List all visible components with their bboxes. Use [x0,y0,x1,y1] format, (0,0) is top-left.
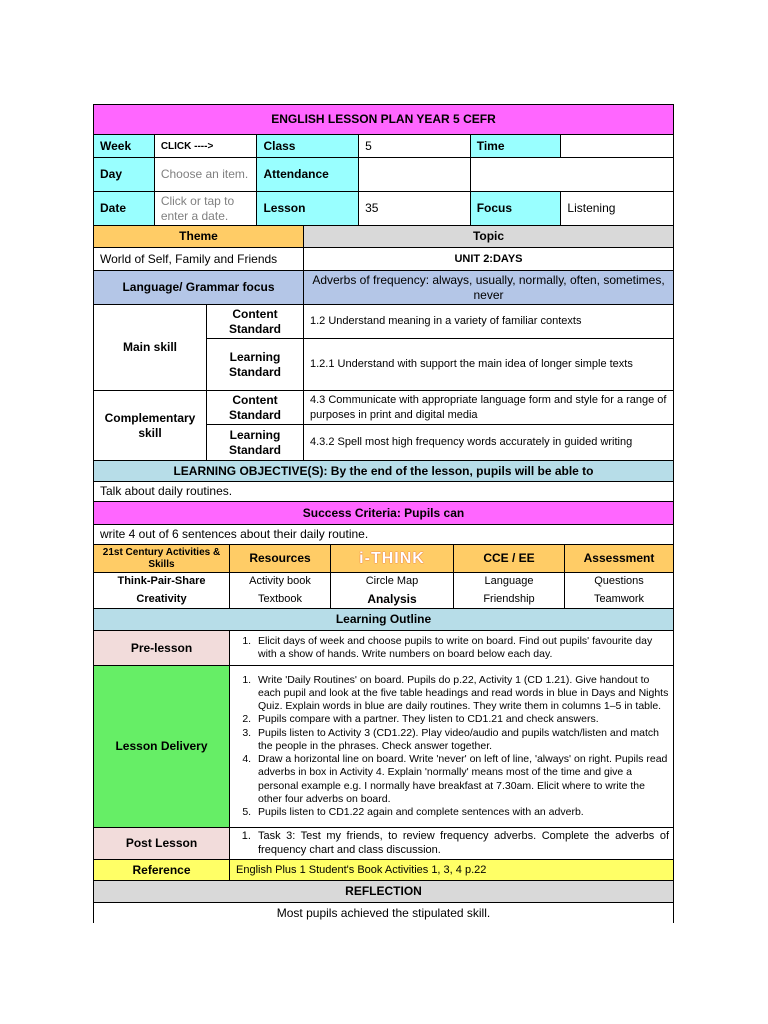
assessment-1: Questions [594,575,644,587]
ithink-logo: i-THINK [359,550,425,567]
pre-lesson-row [93,631,674,666]
time-label: Time [471,135,562,157]
resource-2: Textbook [257,593,303,605]
outline-label: Learning Outline [335,612,432,626]
post-lesson-row [93,828,674,860]
success-header-row [93,502,674,525]
reflection-label: REFLECTION [345,884,422,898]
date-label: Date [94,192,155,225]
day-label: Day [94,158,155,191]
resource-1: Activity book [249,575,311,587]
date-picker[interactable]: Click or tap to enter a date. [155,192,258,225]
lesson-delivery-row [93,666,674,828]
lesson-plan-title: ENGLISH LESSON PLAN YEAR 5 CEFR [271,112,496,126]
theme-label: Theme [94,226,304,247]
pre-lesson-label: Pre-lesson [94,631,230,665]
activities-cell [94,573,230,608]
attendance-label: Attendance [257,158,359,191]
day-select[interactable]: Choose an item. [155,158,258,191]
ithink-skill: Analysis [367,592,417,606]
pre-lesson-steps [232,635,669,661]
lesson-label: Lesson [257,192,359,225]
topic-label: Topic [304,226,673,247]
class-value[interactable]: 5 [359,135,471,157]
activity-1: Think-Pair-Share [117,575,206,587]
activities-header: 21st Century Activities & Skills [94,545,230,572]
activity-2: Creativity [136,593,187,605]
comp-learning-standard-label: Learning Standard [207,425,304,460]
resources-cell [230,573,331,608]
success-value: write 4 out of 6 sentences about their daily routine. [100,527,369,541]
assessment-header: Assessment [583,551,655,565]
delivery-step-1: 1. Write 'Daily Routines' on board. Pupils do p.22, Activity 1 (CD 1.21). Give handout to each pupil and look at the five table headings and read words in blue in Days and Nights Quiz. Explain words in blue are daily routines. They write them in columns 1–5 in table. [254,674,669,714]
time-value[interactable] [561,135,673,157]
post-lesson-steps [232,830,669,856]
ithink-cell [331,573,454,608]
ithink-map: Circle Map [365,575,419,587]
objective-value: Talk about daily routines. [100,484,233,498]
outline-header-row [93,609,674,631]
objective-header-row [93,461,674,482]
main-content-standard-value: 1.2 Understand meaning in a variety of familiar contexts [310,315,582,327]
comp-learning-standard-value: 4.3.2 Spell most high frequency words accurately in guided writing [310,436,633,448]
theme-value: World of Self, Family and Friends [94,248,304,270]
comp-content-standard-value: 4.3 Communicate with appropriate language form and style for a range of purposes in print and digital media [310,393,667,421]
attendance-value[interactable] [359,158,471,191]
day-row [93,158,674,192]
attendance-extra [471,158,673,191]
grammar-label: Language/ Grammar focus [94,271,304,304]
theme-topic-header [93,226,674,248]
success-value-row [93,525,674,545]
ithink-header [331,545,454,572]
lesson-delivery-label: Lesson Delivery [94,666,230,827]
resources-values-row [93,573,674,609]
cce-2: Friendship [483,593,535,605]
theme-topic-values [93,248,674,271]
main-content-standard-label: Content Standard [207,305,304,338]
comp-skill-row [93,391,674,461]
assessment-2: Teamwork [593,593,645,605]
main-learning-standard-label: Learning Standard [207,339,304,390]
reflection-value-row [93,903,674,923]
cce-header: CCE / EE [454,545,565,572]
objective-label: LEARNING OBJECTIVE(S): By the end of the lesson, pupils will be able to [173,463,594,478]
main-skill-row [93,305,674,391]
success-label: Success Criteria: Pupils can [302,505,465,520]
delivery-step-5: 5. Pupils listen to CD1.22 again and complete sentences with an adverb. [254,806,669,819]
objective-value-row [93,482,674,502]
week-label: Week [94,135,155,157]
delivery-step-2: 2. Pupils compare with a partner. They listen to CD1.21 and check answers. [254,713,669,726]
comp-skill-label: Complementary skill [94,391,207,460]
resources-header-row [93,545,674,573]
week-value[interactable]: CLICK ----> [155,135,258,157]
post-lesson-step: 1. Task 3: Test my friends, to review frequency adverbs. Complete the adverbs of frequency chart and class discussion. [254,830,669,856]
grammar-row [93,271,674,305]
lesson-plan-document [93,104,674,923]
date-row [93,192,674,226]
reflection-value: Most pupils achieved the stipulated skill. [276,905,491,920]
week-row [93,135,674,158]
cce-cell [454,573,565,608]
grammar-value: Adverbs of frequency: always, usually, normally, often, sometimes, never [312,272,665,302]
delivery-step-3: 3. Pupils listen to Activity 3 (CD1.22). Play video/audio and pupils watch/listen and match the people in the phrases. Check answer together. [254,727,669,753]
title-row [93,104,674,135]
lesson-value[interactable]: 35 [359,192,471,225]
topic-value: UNIT 2:DAYS [454,252,523,265]
main-skill-label: Main skill [94,305,207,390]
reference-label: Reference [94,860,230,880]
comp-content-standard-label: Content Standard [207,391,304,424]
class-label: Class [257,135,359,157]
pre-lesson-step: 1. Elicit days of week and choose pupils to write on board. Find out pupils' favourite day with a show of hands. Write numbers on board below each day. [254,635,669,661]
post-lesson-label: Post Lesson [94,828,230,859]
focus-value[interactable]: Listening [567,201,616,215]
delivery-step-4: 4. Draw a horizontal line on board. Write 'never' on left of line, 'always' on right. Pupils read adverbs in box in Activity 4. Explain 'normally' means most of the time and give a personal example e.g. I normally have breakfast at 7.30am. Elicit where to write the other four adverbs on board. [254,753,669,806]
resources-header: Resources [230,545,331,572]
assessment-cell [565,573,673,608]
cce-1: Language [484,575,534,587]
lesson-delivery-steps [232,674,669,819]
reference-row [93,860,674,881]
focus-label: Focus [471,192,562,225]
main-learning-standard-value: 1.2.1 Understand with support the main idea of longer simple texts [310,358,633,370]
reference-value: English Plus 1 Student's Book Activities 1, 3, 4 p.22 [236,863,487,876]
reflection-header-row [93,881,674,903]
